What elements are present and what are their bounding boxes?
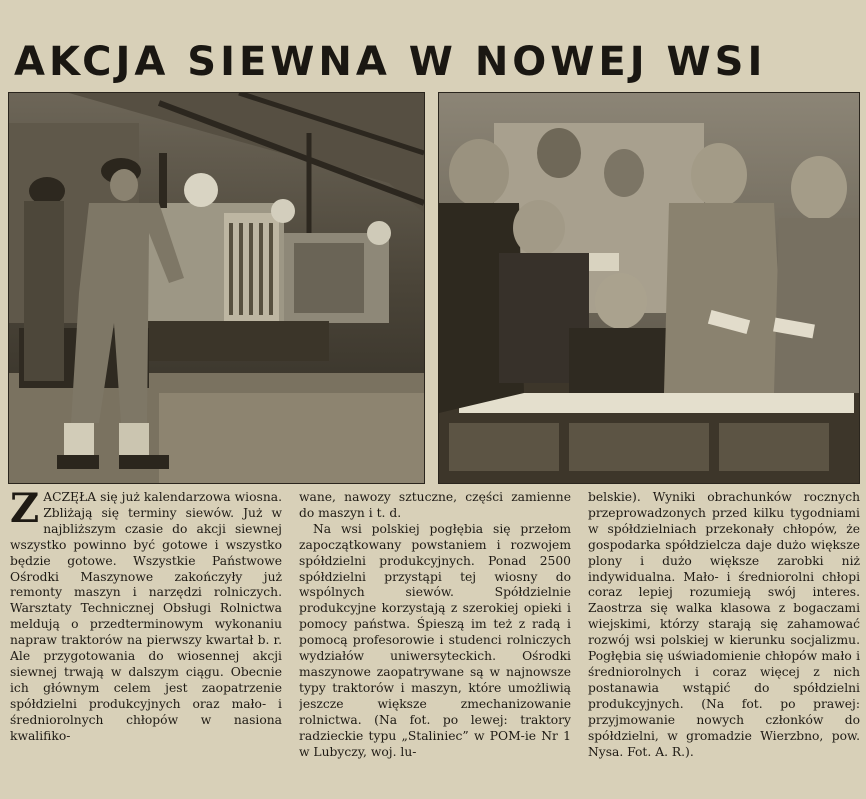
article-column-3 xyxy=(588,490,860,795)
column-1-text: ACZĘŁA się już kalendarzowa wiosna. Zbliżają się terminy siewów. Już w najbliższym czasie do akcji siewnej wszystko powinno być gotowe i wszystko będzie gotowe. Wszystkie Państwowe Ośrodki Maszynowe zakończyły już remonty maszyn i narzędzi rolniczych. Warsztaty Technicznej Obsługi Rolnictwa meldują o przedterminowym wykonaniu napraw traktorów na pierwszy kwartał b. r. Ale przygotowania do wiosennej akcji siewnej trwają w dalszym ciągu. Obecnie ich głównym celem jest zaopatrzenie spółdzielni produkcyjnych oraz mało- i średniorolnych chłopów w nasiona kwalifiko- xyxy=(10,490,282,743)
page-headline: AKCJA SIEWNA W NOWEJ WSI xyxy=(14,39,767,85)
column-2-paragraph-2: Na wsi polskiej pogłębia się przełom zapoczątkowany powstaniem i rozwojem spółdzielni produkcyjnych. Ponad 2500 spółdzielni przystąpi tej wiosny do wspólnych siewów. Spółdzielnie produkcyjne korzystają z szerokiej opieki i pomocy państwa. Śpieszą im też z radą i pomocą profesorowie i studenci rolniczych wydziałów uniwersyteckich. Ośrodki maszynowe zaopatrywane są w najnowsze typy traktorów i maszyn, które umożliwią jeszcze większe zmechanizowanie rolnictwa. (Na fot. po lewej: traktory radzieckie typu „Staliniec” w POM-ie Nr 1 w Lubyczy, woj. lu- xyxy=(299,521,571,759)
drop-cap: Z xyxy=(10,490,40,532)
column-3-paragraph: belskie). Wyniki obrachunków rocznych przeprowadzonych przed kilku tygodniami w spółdzielniach przekonały chłopów, że gospodarka spółdzielcza daje dużo większe plony i dużo większe zarobki niż indywidualna. Mało- i średniorolni chłopi coraz lepiej rozumieją swój interes. Zaostrza się walka klasowa z bogaczami wiejskimi, którzy starają się zahamować rozwój wsi polskiej w kierunku socjalizmu. Pogłębia się uświadomienie chłopów mało i średniorolnych i coraz więcej z nich postanawia wstąpić do spółdzielni produkcyjnych. (Na fot. po prawej: przyjmowanie nowych członków do spółdzielni, w gromadzie Wierzbno, pow. Nysa. Fot. A. R.). xyxy=(588,490,860,759)
column-2-paragraph-1: wane, nawozy sztuczne, części zamienne do maszyn i t. d. xyxy=(299,490,571,520)
column-1-paragraph xyxy=(10,490,282,745)
meeting-photo-image xyxy=(439,93,859,483)
meeting-photo xyxy=(438,92,860,484)
tractor-photo-image xyxy=(9,93,424,483)
article-column-2 xyxy=(299,490,571,795)
article-column-1 xyxy=(10,490,282,795)
article-body xyxy=(10,490,860,795)
tractor-photo xyxy=(8,92,425,484)
